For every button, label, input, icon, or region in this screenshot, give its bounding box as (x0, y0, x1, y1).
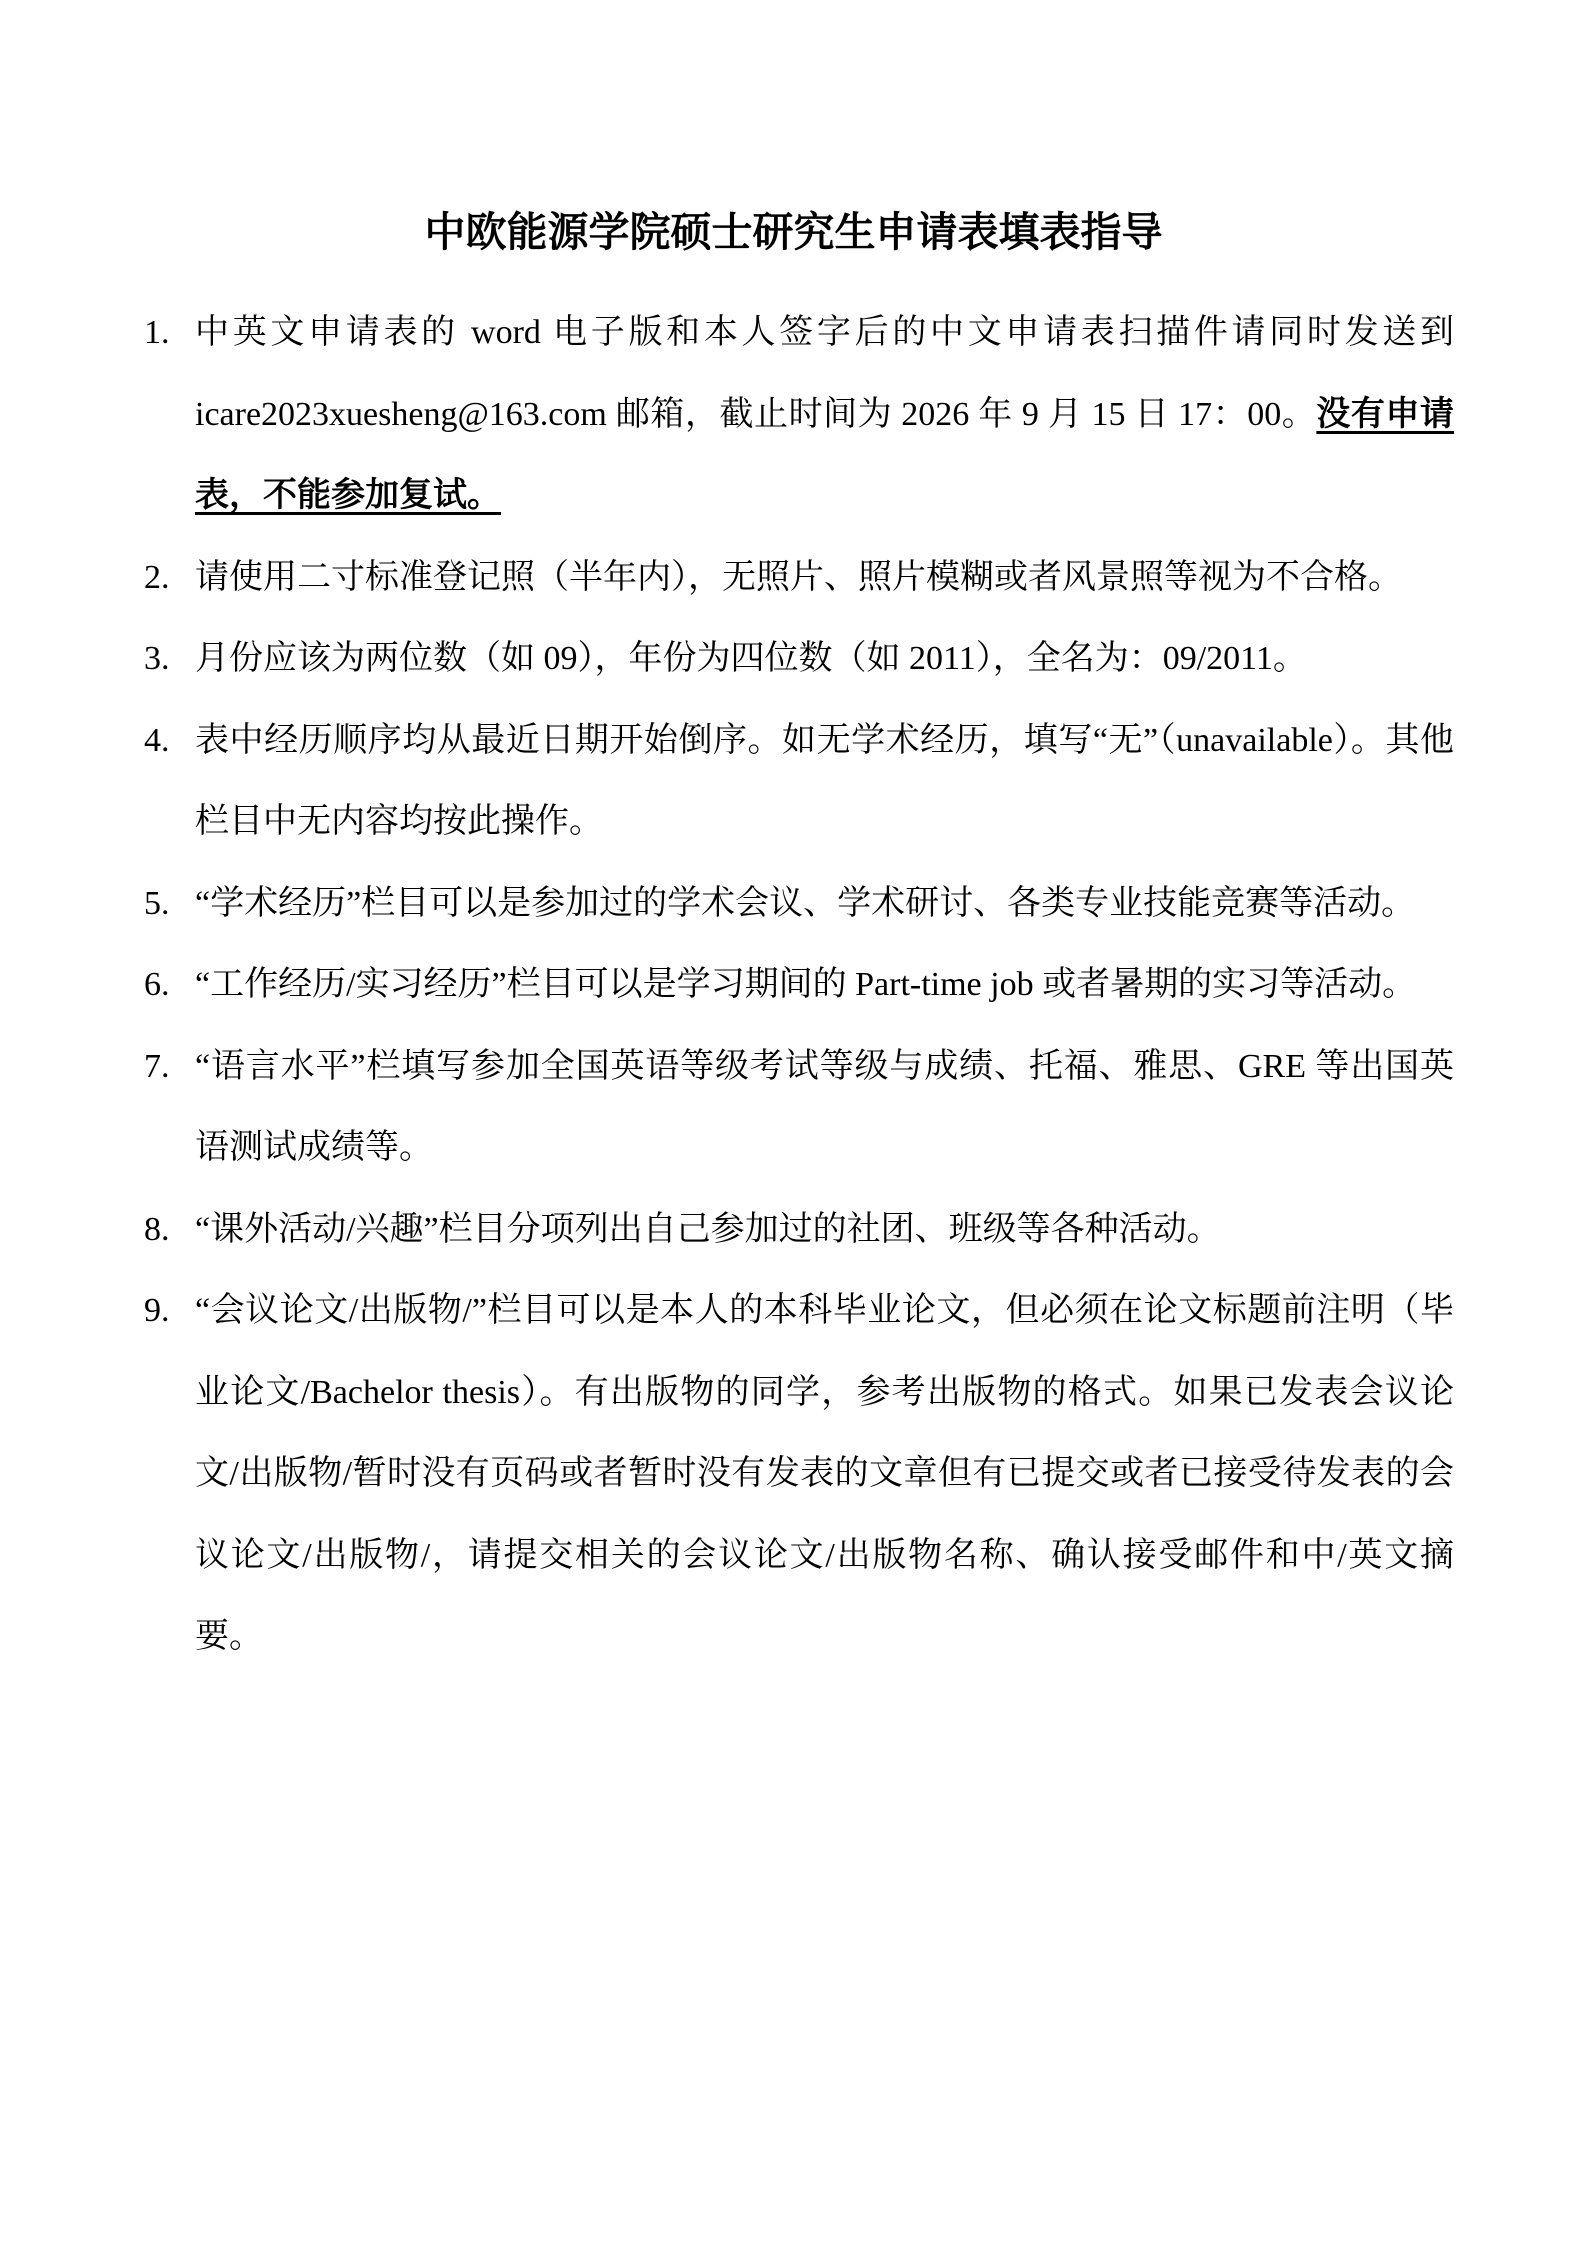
list-item (144, 1189, 1454, 1271)
list-item (144, 537, 1454, 619)
item-text: 表中经历顺序均从最近日期开始倒序。如无学术经历，填写“无”（unavailable）。其他栏目中无内容均按此操作。 (195, 721, 1454, 840)
item-text: “工作经历/实习经历”栏目可以是学习期间的 Part-time job 或者暑期的实习等活动。 (195, 966, 1417, 1003)
item-text: “语言水平”栏填写参加全国英语等级考试等级与成绩、托福、雅思、GRE 等出国英语测试成绩等。 (195, 1047, 1454, 1166)
item-text: “学术经历”栏目可以是参加过的学术会议、学术研讨、各类专业技能竞赛等活动。 (195, 884, 1416, 922)
page-title: 中欧能源学院硕士研究生申请表填表指导 (424, 209, 1163, 255)
item-text: 月份应该为两位数（如 09），年份为四位数（如 2011），全名为：09/2011。 (195, 640, 1307, 677)
item-emphasis: 没有申请表，不能参加复试。 (195, 395, 1454, 514)
instruction-list (144, 292, 1454, 1678)
item-text: 请使用二寸标准登记照（半年内），无照片、照片模糊或者风景照等视为不合格。 (195, 558, 1402, 596)
item-number: 8. (144, 1210, 170, 1248)
list-item (144, 292, 1454, 537)
item-number: 9. (144, 1292, 170, 1329)
item-number: 1. (144, 314, 170, 351)
item-number: 5. (144, 884, 170, 922)
list-item (144, 700, 1454, 863)
item-number: 2. (144, 558, 170, 596)
list-item (144, 618, 1454, 700)
item-number: 7. (144, 1047, 170, 1085)
item-text: “课外活动/兴趣”栏目分项列出自己参加过的社团、班级等各种活动。 (195, 1210, 1221, 1248)
list-item (144, 1270, 1454, 1678)
item-text (195, 292, 1454, 537)
item-number: 3. (144, 640, 170, 677)
list-item (144, 1026, 1454, 1189)
item-text: “会议论文/出版物/”栏目可以是本人的本科毕业论文，但必须在论文标题前注明（毕业论文/Bachelor thesis）。有出版物的同学，参考出版物的格式。如果已发表会议论文/出版物/暂时没有页码或者暂时没有发表的文章但有已提交或者已接受待发表的会议论文/出版物/，请提交相关的会议论文/出版物名称、确认接受邮件和中/英文摘要。 (195, 1292, 1454, 1655)
list-item (144, 944, 1454, 1026)
item-body: 中英文申请表的 word 电子版和本人签字后的中文申请表扫描件请同时发送到 icare2023xuesheng@163.com 邮箱，截止时间为 2026 年 9 月 15 日 17：00。 (195, 314, 1454, 433)
list-item (144, 863, 1454, 945)
item-number: 4. (144, 721, 170, 759)
item-number: 6. (144, 966, 170, 1003)
